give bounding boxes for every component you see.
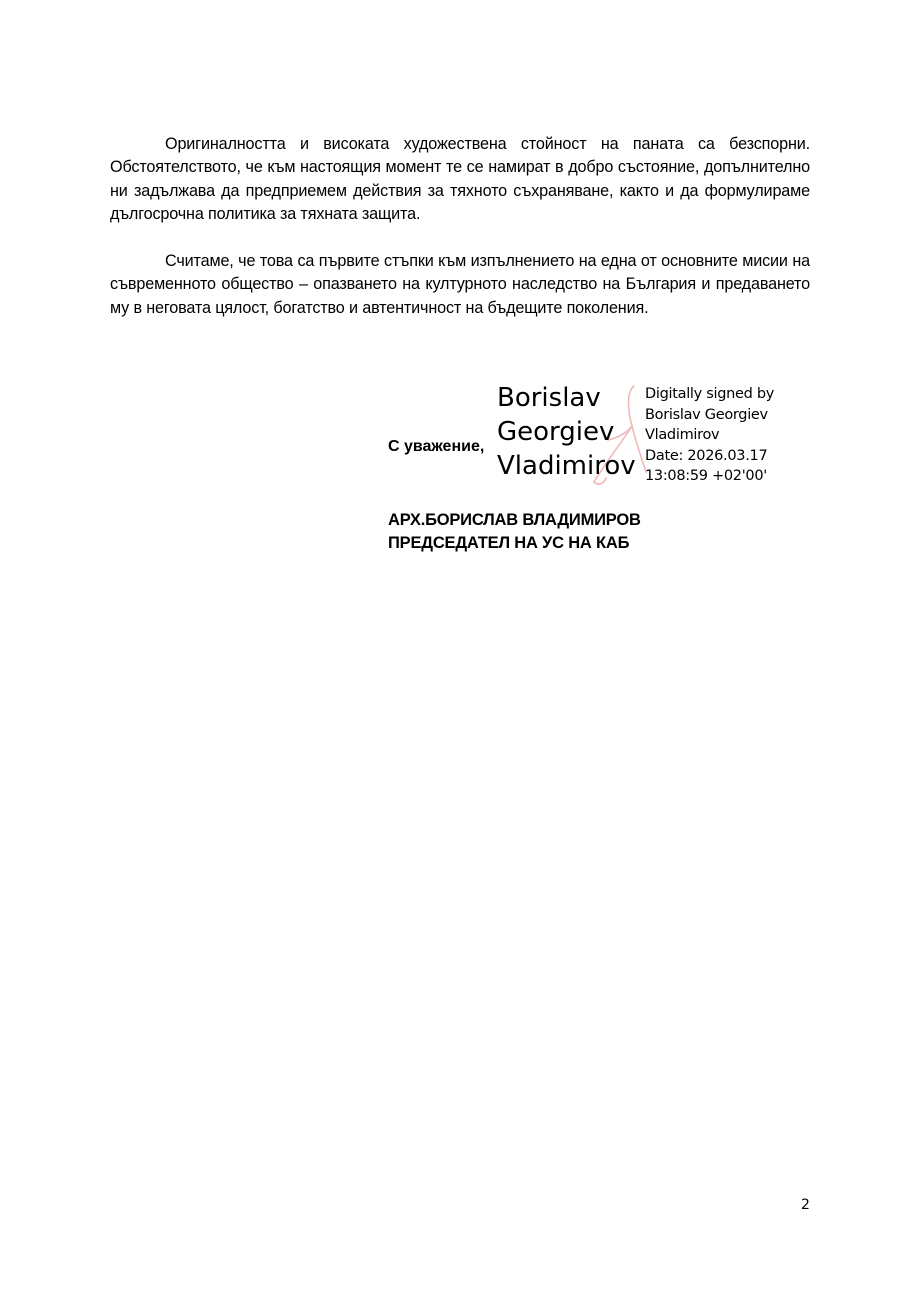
signature-name-line: Borislav (497, 383, 601, 413)
signature-details-line: Digitally signed by (645, 386, 775, 402)
body-paragraph-2: Считаме, че това са първите стъпки към изпълнението на една от основните мисии на съвременното общество – опазването на културното наследство на България и предаването му в неговата цялост, богатство и автентичност на бъдещите поколения. (110, 252, 810, 317)
signature-details-line: 13:08:59 +02'00' (645, 468, 767, 484)
closing-regards: С уважение, (388, 438, 485, 455)
signatory-name: АРХ.БОРИСЛАВ ВЛАДИМИРОВ (388, 511, 641, 529)
body-paragraph-1: Оригиналността и високата художествена стойност на паната са безспорни. Обстоятелството, че към настоящия момент те се намират в добро състояние, допълнително ни задължава да предприемем действия за тяхното съхраняване, както и да формулираме дългосрочна политика за тяхната защита. (110, 135, 810, 224)
signature-name-line: Georgiev (497, 417, 615, 447)
signature-details (645, 384, 774, 487)
signature-details-line: Vladimirov (645, 427, 720, 443)
signatory-title: ПРЕДСЕДАТЕЛ НА УС НА КАБ (388, 534, 630, 552)
page-number: 2 (801, 1197, 810, 1213)
signatory-block (388, 509, 641, 555)
signature-name (497, 381, 636, 483)
signature-name-line: Vladimirov (497, 451, 636, 481)
signature-details-line: Borislav Georgiev (645, 406, 768, 423)
signature-details-line: Date: 2026.03.17 (645, 447, 768, 464)
